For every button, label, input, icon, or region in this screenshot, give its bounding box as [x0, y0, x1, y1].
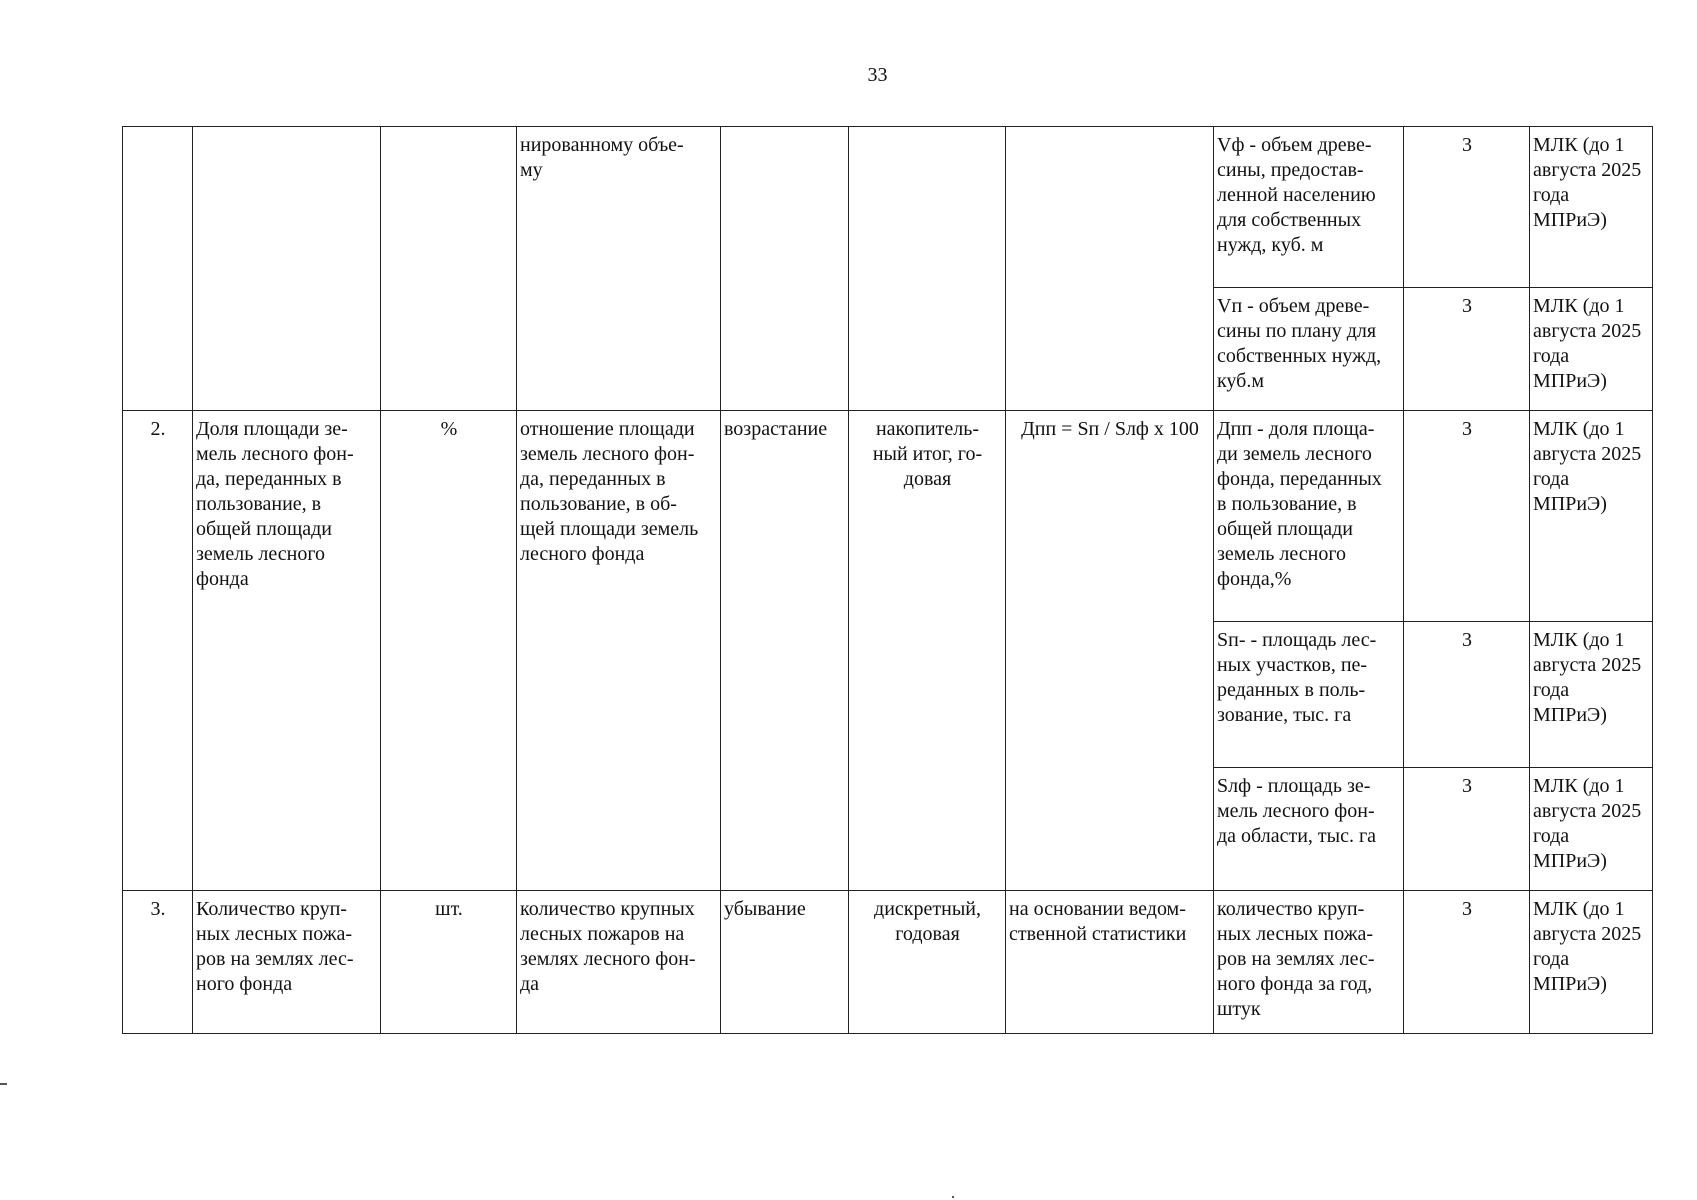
cell-code	[1404, 127, 1530, 288]
page-number: 33	[867, 64, 888, 86]
cell-formula	[1006, 891, 1214, 1034]
cell-source	[1530, 288, 1653, 411]
indicator-name: Количество круп- ных лесных пожа- ров на землях лес- ного фонда	[196, 898, 354, 995]
cell-method	[517, 891, 721, 1034]
table-row	[123, 411, 1653, 622]
cell-source	[1530, 891, 1653, 1034]
var-desc-text: Дпп - доля площа- ди земель лесного фонда, переданных в пользование, в общей площади земель лесного фонда,%	[1217, 418, 1382, 590]
cell-var-desc	[1214, 768, 1404, 891]
var-desc-text: Sп- - площадь лес- ных участков, пе- реданных в поль- зование, тыс. га	[1217, 629, 1377, 726]
var-desc-text: Sлф - площадь зе- мель лесного фон- да области, тыс. га	[1217, 775, 1377, 847]
formula-text: Дпп = Sп / Sлф х 100	[1021, 418, 1199, 440]
code-text: 3	[1462, 295, 1472, 317]
cell-name	[193, 891, 381, 1034]
cell-source	[1530, 622, 1653, 768]
row-number: 2.	[150, 418, 166, 440]
method-text: количество крупных лесных пожаров на землях лесного фон- да	[520, 898, 696, 995]
cell-source	[1530, 127, 1653, 288]
cell-unit	[381, 127, 517, 411]
code-text: 3	[1462, 775, 1472, 797]
cell-source	[1530, 768, 1653, 891]
cell-type	[849, 891, 1006, 1034]
row-number: 3.	[150, 898, 166, 920]
cell-type	[849, 411, 1006, 891]
unit-text: шт.	[435, 898, 463, 920]
cell-trend	[721, 891, 849, 1034]
source-text: МЛК (до 1 августа 2025 года МПРиЭ)	[1533, 629, 1642, 726]
cell-trend	[721, 411, 849, 891]
cell-code	[1404, 288, 1530, 411]
var-desc-text: количество круп- ных лесных пожа- ров на землях лес- ного фонда за год, штук	[1217, 898, 1375, 1020]
cell-code	[1404, 411, 1530, 622]
cell-method	[517, 411, 721, 891]
source-text: МЛК (до 1 августа 2025 года МПРиЭ)	[1533, 134, 1642, 231]
cell-code	[1404, 768, 1530, 891]
cell-formula	[1006, 127, 1214, 411]
type-text: накопитель- ный итог, го- довая	[872, 418, 983, 490]
cell-name	[193, 411, 381, 891]
source-text: МЛК (до 1 августа 2025 года МПРиЭ)	[1533, 898, 1642, 995]
table-row	[123, 891, 1653, 1034]
type-text: дискретный, годовая	[874, 898, 981, 945]
cell-var-desc	[1214, 288, 1404, 411]
cell-name	[193, 127, 381, 411]
scan-mark	[952, 1196, 954, 1198]
indicator-table	[122, 126, 1653, 1034]
cell-num	[123, 891, 193, 1034]
var-desc-text: Vп - объем древе- сины по плану для собственных нужд, куб.м	[1217, 295, 1382, 392]
method-text: нированному объе- му	[520, 134, 684, 181]
trend-text: возрастание	[724, 418, 828, 440]
cell-type	[849, 127, 1006, 411]
table-row	[123, 127, 1653, 288]
method-text: отношение площади земель лесного фон- да, переданных в пользование, в об- щей площади земель лесного фонда	[520, 418, 699, 565]
scan-mark	[0, 1083, 7, 1085]
cell-var-desc	[1214, 891, 1404, 1034]
cell-trend	[721, 127, 849, 411]
cell-method	[517, 127, 721, 411]
cell-var-desc	[1214, 622, 1404, 768]
cell-var-desc	[1214, 411, 1404, 622]
cell-source	[1530, 411, 1653, 622]
trend-text: убывание	[724, 898, 806, 920]
cell-code	[1404, 891, 1530, 1034]
source-text: МЛК (до 1 августа 2025 года МПРиЭ)	[1533, 418, 1642, 515]
var-desc-text: Vф - объем древе- сины, предостав- ленной населению для собственных нужд, куб. м	[1217, 134, 1376, 256]
cell-code	[1404, 622, 1530, 768]
cell-unit	[381, 891, 517, 1034]
source-text: МЛК (до 1 августа 2025 года МПРиЭ)	[1533, 295, 1642, 392]
formula-text: на основании ведом- ственной статистики	[1009, 898, 1187, 945]
cell-formula	[1006, 411, 1214, 891]
source-text: МЛК (до 1 августа 2025 года МПРиЭ)	[1533, 775, 1642, 872]
unit-text: %	[440, 418, 458, 440]
code-text: 3	[1462, 134, 1472, 156]
code-text: 3	[1462, 898, 1472, 920]
cell-var-desc	[1214, 127, 1404, 288]
cell-num	[123, 127, 193, 411]
code-text: 3	[1462, 418, 1472, 440]
indicator-name: Доля площади зе- мель лесного фон- да, переданных в пользование, в общей площади земель лесного фонда	[196, 418, 354, 590]
cell-num	[123, 411, 193, 891]
cell-unit	[381, 411, 517, 891]
code-text: 3	[1462, 629, 1472, 651]
